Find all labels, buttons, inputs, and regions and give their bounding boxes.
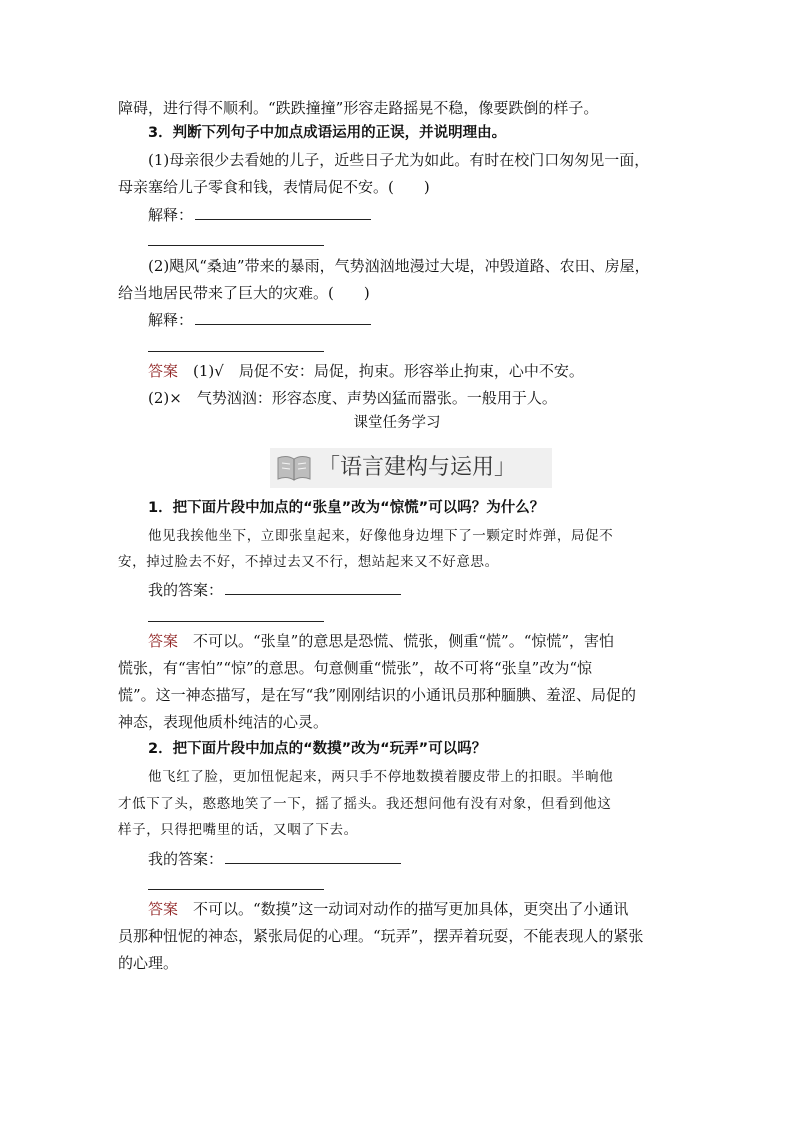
explanation-2 <box>148 308 708 332</box>
section-heading: 课堂任务学习 <box>353 415 441 431</box>
answer-text: (1)√ 局促不安：局促，拘束。形容举止拘束，心中不安。 <box>178 362 584 380</box>
answer-blank[interactable] <box>195 309 371 325</box>
answer-2-cont: 的心理。 <box>118 954 179 972</box>
answer-3-cont: (2)× 气势汹汹：形容态度、声势凶猛而嚣张。一般用于人。 <box>148 389 557 407</box>
answer-label: 答案 <box>148 632 179 650</box>
answer-label: 答案 <box>148 900 179 918</box>
answer-2 <box>148 897 708 921</box>
answer-blank-line[interactable] <box>148 245 324 246</box>
answer-text: 不可以。“数摸”这一动词对动作的描写更加具体，更突出了小通讯 <box>178 900 629 918</box>
my-answer-2 <box>148 847 708 871</box>
explanation-1 <box>148 203 708 227</box>
banner-title: 「语言建构与运用」 <box>318 455 517 480</box>
answer-1-cont: 慌张，有“害怕”“惊”的意思。句意侧重“慌张”，故不可将“张皇”改为“惊 <box>118 659 593 677</box>
answer-blank-line[interactable] <box>148 351 324 352</box>
passage-1-cont: 安，掉过脸去不好，不掉过去又不行，想站起来又不好意思。 <box>118 554 499 570</box>
answer-text: 不可以。“张皇”的意思是恐慌、慌张，侧重“慌”。“惊慌”，害怕 <box>178 632 615 650</box>
open-book-icon <box>276 454 312 482</box>
section-banner <box>270 448 552 488</box>
text-line: 障碍，进行得不顺利。“跌跌撞撞”形容走路摇晃不稳，像要跌倒的样子。 <box>118 99 599 117</box>
answer-blank[interactable] <box>225 848 401 864</box>
answer-2-cont: 员那种忸怩的神态，紧张局促的心理。“玩弄”，摆弄着玩耍，不能表现人的紧张 <box>118 927 644 945</box>
question-1: 1．把下面片段中加点的“张皇”改为“惊慌”可以吗？为什么？ <box>148 500 545 516</box>
sentence-1: (1)母亲很少去看她的儿子，近些日子尤为如此。有时在校门口匆匆见一面， <box>148 151 650 169</box>
sentence-2-cont: 给当地居民带来了巨大的灾难。( ) <box>118 284 370 302</box>
sentence-2: (2)飓风“桑迪”带来的暴雨，气势汹汹地漫过大堤，冲毁道路、农田、房屋， <box>148 257 650 275</box>
answer-3 <box>148 359 708 383</box>
my-answer-1 <box>148 578 708 602</box>
answer-blank[interactable] <box>225 579 401 595</box>
sentence-1-cont: 母亲塞给儿子零食和钱，表情局促不安。( ) <box>118 178 430 196</box>
answer-label: 答案 <box>148 362 179 380</box>
passage-2-cont: 样子，只得把嘴里的话，又咽了下去。 <box>118 822 358 838</box>
answer-blank-line[interactable] <box>148 889 324 890</box>
passage-1: 他见我挨他坐下，立即张皇起来，好像他身边埋下了一颗定时炸弹，局促不 <box>148 528 614 544</box>
passage-2: 他飞红了脸，更加忸怩起来，两只手不停地数摸着腰皮带上的扣眼。半晌他 <box>148 769 614 785</box>
answer-blank[interactable] <box>195 204 371 220</box>
explanation-label: 解释： <box>148 206 194 224</box>
answer-blank-line[interactable] <box>148 621 324 622</box>
passage-2-cont: 才低下了头，憨憨地笑了一下，摇了摇头。我还想问他有没有对象，但看到他这 <box>118 796 612 812</box>
my-answer-label: 我的答案： <box>148 581 224 599</box>
answer-1-cont: 慌”。这一神态描写，是在写“我”刚刚结识的小通讯员那种腼腆、羞涩、局促的 <box>118 686 637 704</box>
explanation-label: 解释： <box>148 311 194 329</box>
answer-1 <box>148 629 708 653</box>
answer-1-cont: 神态，表现他质朴纯洁的心灵。 <box>118 713 329 731</box>
question-2: 2．把下面片段中加点的“数摸”改为“玩弄”可以吗？ <box>148 741 487 757</box>
question-3: 3．判断下列句子中加点成语运用的正误，并说明理由。 <box>148 125 507 141</box>
my-answer-label: 我的答案： <box>148 850 224 868</box>
